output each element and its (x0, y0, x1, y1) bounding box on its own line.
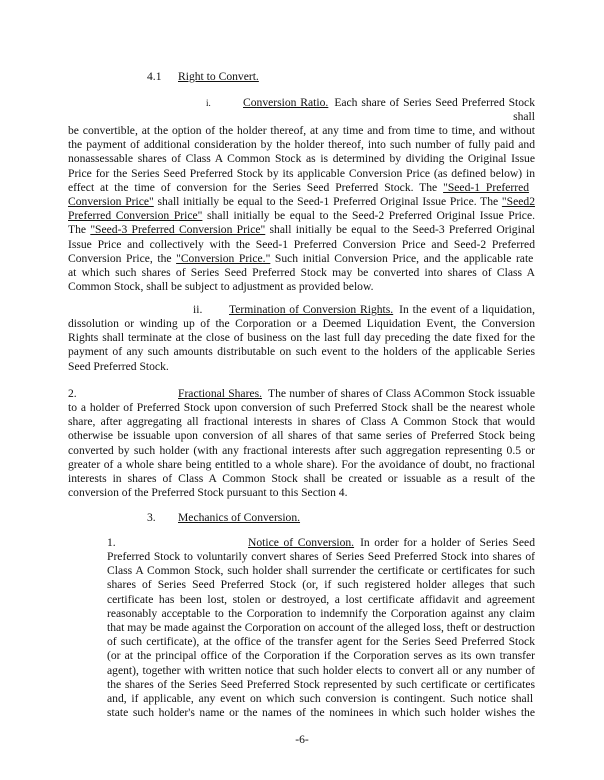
text-segment: shall initially be equal to the Seed-2 Preferred Original Issue Price. (202, 209, 535, 223)
defined-term: Conversion Price" (68, 195, 154, 208)
text-segment: conversion of the Preferred Stock pursuant to this Section 4. (68, 486, 348, 500)
text-line (68, 181, 529, 195)
text-line (68, 195, 535, 209)
text-segment: Issue Price and collectively with the Seed-1 Preferred Conversion Price and Seed-2 Preferred (68, 237, 535, 251)
text-segment: Seed Preferred Stock. (68, 359, 169, 373)
text-segment: the shares of the Series Seed Preferred Stock represented by such certificate or certificates (107, 677, 535, 691)
text-segment: effect at the time of conversion for the Series Seed Preferred Stock. The (68, 180, 444, 194)
text-line (107, 593, 535, 607)
defined-term: "Seed2 (501, 195, 535, 208)
text-line (68, 415, 535, 429)
text-line (68, 252, 533, 266)
item-heading: Conversion Ratio. (243, 96, 329, 109)
text-segment: that may be made against the Corporation on account of the alleged loss, theft or destruction (107, 621, 535, 634)
item-first-line (243, 96, 535, 110)
text-line (68, 238, 535, 252)
text-segment: dissolution or winding up of the Corporation or a Deemed Liquidation Event, the Conversion (68, 317, 535, 330)
text-line (68, 444, 535, 458)
section-number: 4.1 (147, 70, 162, 83)
text-line (68, 124, 535, 138)
item-text: In order for a holder of Series Seed (360, 536, 535, 549)
item-text: The number of shares of Class ACommon Stock issuable (268, 387, 535, 400)
item-number: ii. (193, 303, 203, 316)
text-segment: state such holder's name or the names of the nominees in which such holder wishes the (107, 706, 535, 720)
item-first-line (178, 387, 535, 401)
text-line (68, 345, 535, 359)
text-segment: Conversion Price, the (68, 251, 177, 265)
text-line (68, 317, 535, 331)
text-line (68, 266, 535, 280)
item-number: i. (206, 98, 211, 108)
text-segment: agent), together with written notice that such holder elects to convert all or any number of (107, 663, 535, 677)
text-segment: payment of any such amounts distributable on such event to the holders of the applicable Series (68, 345, 535, 359)
text-line (68, 360, 169, 374)
text-segment: nonassessable shares of Class A Common Stock as is determined by dividing the Original Issue (68, 152, 535, 166)
text-line (68, 472, 535, 486)
text-segment: be convertible, at the option of the holder thereof, at any time and from time to time, and without (68, 124, 535, 137)
text-segment: (or at the principal office of the Corporation if the Corporation serves as its own transfer (107, 649, 535, 663)
item-number: 2. (68, 387, 77, 400)
item-number: 1. (107, 536, 116, 549)
text-line (107, 564, 535, 578)
text-segment: Preferred Stock to voluntarily convert shares of Series Seed Preferred Stock into shares of (107, 550, 535, 563)
defined-term: "Seed-3 Preferred Conversion Price" (90, 223, 266, 237)
text-line (107, 635, 535, 649)
text-segment: of such certificate), at the office of the transfer agent for the Series Seed Preferred Stock (107, 635, 535, 649)
text-line (107, 692, 533, 706)
text-line (68, 401, 535, 415)
item-first-line (248, 536, 535, 550)
defined-term: "Conversion Price." (176, 251, 271, 265)
text-line (107, 550, 535, 564)
text-line (68, 138, 535, 152)
item-number: 3. (147, 511, 156, 524)
text-segment: Rights shall terminate at the close of business on the last full day preceding the date fixed for the (68, 331, 535, 345)
text-segment: reasonably acceptable to the Corporation to indemnify the Corporation against any claim (107, 606, 535, 620)
text-line (68, 167, 535, 181)
item-heading: Fractional Shares. (178, 387, 262, 400)
text-segment: shall initially be equal to the Seed-1 Preferred Original Issue Price. The (153, 195, 502, 208)
text-line (68, 223, 535, 237)
text-segment: otherwise be issuable upon conversion of all shares of that same series of Preferred Stock being (68, 429, 535, 443)
text-line (68, 152, 535, 166)
text-segment: shall initially be equal to the Seed-3 Preferred Original (265, 223, 535, 237)
text-line (68, 280, 373, 294)
text-segment: Price for the Series Seed Preferred Stock by its applicable Conversion Price (as defined below) in (68, 166, 535, 180)
text-segment: at which such shares of Series Seed Preferred Stock may be converted into shares of Class A (68, 266, 535, 279)
text-segment: greater of a whole share being entitled to a whole share). For the avoidance of doubt, no fractional (68, 457, 535, 471)
text-line (107, 607, 535, 621)
text-line (107, 578, 535, 592)
text-segment: shares of Series Seed Preferred Stock (or, if such registered holder alleges that such (107, 578, 535, 592)
text-line (107, 649, 535, 663)
item-heading: Termination of Conversion Rights. (229, 303, 394, 316)
text-segment: The (68, 223, 91, 237)
text-segment: certificate has been lost, stolen or destroyed, a lost certificate affidavit and agreement (107, 592, 535, 606)
text-line (107, 621, 535, 635)
item-heading: Notice of Conversion. (248, 536, 355, 549)
text-segment: the payment of additional consideration by the holder thereof, into such number of fully paid and (68, 138, 535, 152)
item-text: Each share of Series Seed Preferred Stock (334, 96, 535, 109)
text-line (68, 429, 535, 443)
item-first-line (229, 303, 535, 317)
defined-term: "Seed-1 Preferred (443, 180, 530, 194)
text-line (68, 458, 535, 472)
text-segment: to a holder of Preferred Stock upon conversion of such Preferred Stock shall be the nearest whole (68, 401, 535, 414)
text-line (107, 706, 535, 720)
text-line (68, 331, 535, 345)
text-segment: interests in shares of Class A Common Stock shall be created or issuable as a result of the (68, 472, 535, 485)
text-line (68, 209, 535, 223)
text-segment: Such initial Conversion Price, and the applicable rate (270, 251, 534, 265)
text-line (107, 678, 535, 692)
page-number: -6- (295, 733, 309, 746)
text-segment: converted by such holder (with any fractional interests after such aggregation representing 0.5 or (68, 443, 535, 457)
text-segment: and, if applicable, any event on which such conversion is contingent. Such notice shall (107, 692, 534, 705)
text-line (68, 486, 347, 500)
text-segment: Common Stock, shall be subject to adjustment as provided below. (68, 280, 374, 294)
text-line (107, 664, 535, 678)
section-heading: Right to Convert. (178, 70, 259, 83)
text-segment: share, after aggregating all fractional interests in shares of Class A Common Stock that would (68, 415, 535, 429)
text-segment: Class A Common Stock, such holder shall surrender the certificate or certificates for such (107, 564, 535, 578)
item-heading: Mechanics of Conversion. (178, 511, 301, 524)
item-text: shall (513, 110, 535, 123)
defined-term: Preferred Conversion Price" (68, 209, 203, 223)
item-text: In the event of a liquidation, (399, 303, 535, 316)
